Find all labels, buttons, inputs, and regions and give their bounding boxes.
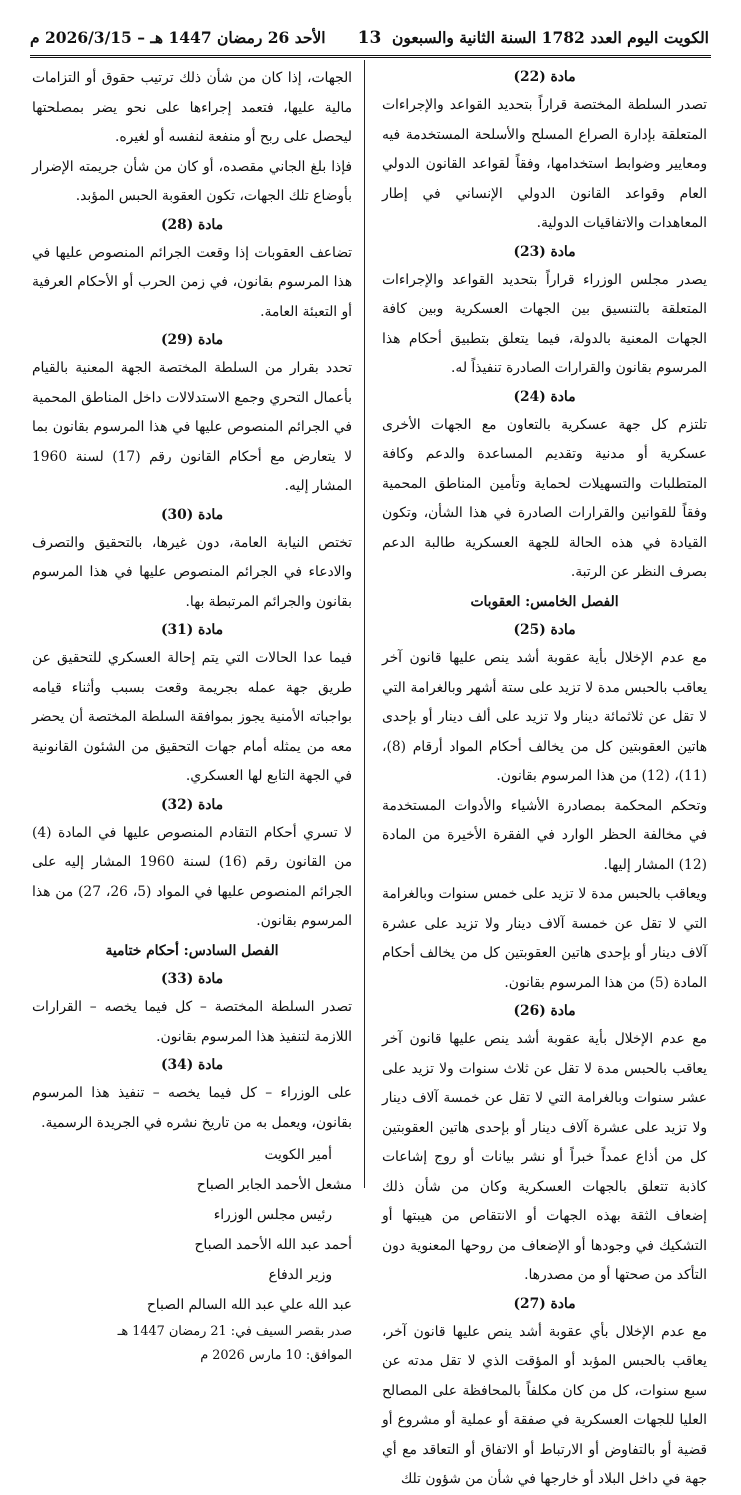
defense-minister-title: وزير الدفاع bbox=[268, 1267, 332, 1283]
signature-block bbox=[32, 1140, 352, 1368]
paragraph: مع عدم الإخلال بأي عقوبة أشد ينص عليها قانون آخر، يعاقب بالحبس المؤبد أو المؤقت الذي لا تقل مدته عن سبع سنوات، كل من كان مكلفاً بالمحافظة على المصالح العليا للجهات العسكرية في صفقة أو عملية أو مشروع أو قضية أو بالتفاوض أو الارتباط أو الاتفاق أو التعاقد مع أي جهة في داخل البلاد أو خارجها في شأن من شؤون تلك bbox=[382, 1323, 707, 1487]
paragraph: تختص النيابة العامة، دون غيرها، بالتحقيق والتصرف والادعاء في الجرائم المنصوص عليها في هذا المرسوم بقانون والجرائم المرتبطة بها. bbox=[32, 534, 352, 610]
pm-name: أحمد عبد الله الأحمد الصباح bbox=[194, 1237, 352, 1253]
article-heading: مادة (33) bbox=[160, 971, 224, 987]
article-heading: مادة (34) bbox=[160, 1057, 224, 1073]
paragraph: تصدر السلطة المختصة – كل فيما يخصه – القرارات اللازمة لتنفيذ هذا المرسوم بقانون. bbox=[32, 999, 352, 1045]
article-heading: مادة (25) bbox=[513, 622, 576, 638]
header-publication: الكويت اليوم العدد 1782 السنة الثانية والسبعون bbox=[392, 28, 709, 47]
header-page-number: 13 bbox=[357, 28, 382, 48]
right-column bbox=[382, 64, 707, 1495]
left-column bbox=[32, 64, 352, 1368]
article-heading: مادة (27) bbox=[513, 1295, 576, 1312]
paragraph: تضاعف العقوبات إذا وقعت الجرائم المنصوص عليها في هذا المرسوم بقانون، في زمن الحرب أو الأحكام العرفية أو التعبئة العامة. bbox=[32, 244, 352, 320]
paragraph: على الوزراء – كل فيما يخصه – تنفيذ هذا المرسوم بقانون، ويعمل به من تاريخ نشره في الجريدة الرسمية. bbox=[32, 1085, 352, 1131]
paragraph: تلتزم كل جهة عسكرية بالتعاون مع الجهات الأخرى عسكرية أو مدنية وتقديم المساعدة والدعم وكافة المتطلبات والتسهيلات لحماية وتأمين المناطق المحمية وفقاً للقوانين والقرارات الصادرة في هذا الشأن، وتكون القيادة في هذه الحالة للجهة العسكرية طالبة الدعم بصرف النظر عن الرتبة. bbox=[382, 416, 707, 580]
paragraph: مع عدم الإخلال بأية عقوبة أشد ينص عليها قانون آخر يعاقب بالحبس مدة لا تقل عن ثلاث سنوات ولا تزيد على عشر سنوات وبالغرامة التي لا تقل عن خمسة آلاف دينار ولا تزيد على عشرة آلاف دينار أو بإحدى هاتين العقوبتين كل من أذاع عمداً خبراً أو نشر بيانات أو روج إشاعات كاذبة تتعلق بالجهات العسكرية وكان من شأن ذلك إضعاف الثقة بهذه الجهات أو الانتقاص من هيبتها أو التشكيك في وجودها أو الإضعاف من روحها المعنوية دون التأكد من صحتها أو من مصدرها. bbox=[382, 1031, 707, 1283]
paragraph: لا تسري أحكام التقادم المنصوص عليها في المادة (4) من القانون رقم (16) لسنة 1960 المشار إليه على الجرائم المنصوص عليها في المواد (5، 26، 27) من هذا المرسوم بقانون. bbox=[32, 824, 352, 929]
emir-name: مشعل الأحمد الجابر الصباح bbox=[196, 1177, 352, 1193]
pm-title: رئيس مجلس الوزراء bbox=[213, 1207, 332, 1223]
header-date: الأحد 26 رمضان 1447 هـ – 2026/3/15 م bbox=[30, 28, 326, 47]
paragraph: يصدر مجلس الوزراء قراراً بتحديد القواعد والإجراءات المتعلقة بالتنسيق بين الجهات العسكرية وبين كافة الجهات المعنية بالدولة، فيما يتعلق بتطبيق أحكام هذا المرسوم بقانون والقرارات الصادرة تنفيذاً له. bbox=[382, 271, 707, 376]
paragraph: ويعاقب بالحبس مدة لا تزيد على خمس سنوات وبالغرامة التي لا تقل عن خمسة آلاف دينار ولا تزيد على عشرة آلاف دينار أو بإحدى هاتين العقوبتين كل من يخالف أحكام المادة (5) من هذا المرسوم بقانون. bbox=[382, 886, 707, 991]
issued-line: صدر بقصر السيف في: 21 رمضان 1447 هـ bbox=[117, 1324, 352, 1339]
article-heading: مادة (22) bbox=[513, 69, 576, 85]
article-heading: مادة (31) bbox=[160, 622, 224, 638]
article-heading: مادة (30) bbox=[160, 506, 224, 523]
article-heading: مادة (28) bbox=[160, 216, 224, 233]
article-heading: مادة (29) bbox=[160, 332, 224, 348]
header-rule bbox=[30, 55, 711, 58]
paragraph: فيما عدا الحالات التي يتم إحالة العسكري للتحقيق عن طريق جهة عمله بجريمة وقعت بسبب وأثناء قيامه بواجباته الأمنية يجوز بموافقة السلطة المختصة أن يحضر معه من يمثله أمام جهات التحقيق من الشئون القانونية في الجهة التابع لها العسكري. bbox=[32, 650, 352, 784]
article-heading: مادة (23) bbox=[513, 243, 576, 260]
page-header bbox=[30, 28, 709, 54]
article-heading: مادة (24) bbox=[513, 388, 576, 405]
corresponding-date: الموافق: 10 مارس 2026 م bbox=[200, 1348, 352, 1363]
left-column-body bbox=[32, 64, 352, 1138]
chapter-heading: الفصل الخامس: العقوبات bbox=[470, 593, 619, 610]
column-divider bbox=[364, 60, 365, 1188]
emir-title: أمير الكويت bbox=[264, 1147, 332, 1163]
paragraph: فإذا بلغ الجاني مقصده، أو كان من شأن جريمته الإضرار بأوضاع تلك الجهات، تكون العقوبة الحبس المؤبد. bbox=[32, 158, 352, 204]
paragraph: مع عدم الإخلال بأية عقوبة أشد ينص عليها قانون آخر يعاقب بالحبس مدة لا تزيد على ستة أشهر وبالغرامة التي لا تقل عن ثلاثمائة دينار ولا تزيد على ألف دينار أو بإحدى هاتين العقوبتين كل من يخالف أحكام المواد أرقام (8)، (11)، (12) من هذا المرسوم بقانون. bbox=[382, 650, 707, 784]
paragraph: تحدد بقرار من السلطة المختصة الجهة المعنية بالقيام بأعمال التحري وجمع الاستدلالات داخل المناطق المحمية في الجرائم المنصوص عليها في هذا المرسوم بقانون بما لا يتعارض مع أحكام القانون رقم (17) لسنة 1960 المشار إليه. bbox=[32, 360, 352, 494]
article-heading: مادة (26) bbox=[513, 1003, 576, 1019]
paragraph: الجهات، إذا كان من شأن ذلك ترتيب حقوق أو التزامات مالية عليها، فتعمد إجراءها على نحو يضر بمصلحتها ليحصل على ربح أو منفعة لنفسه أو لغيره. bbox=[32, 70, 352, 145]
paragraph: وتحكم المحكمة بمصادرة الأشياء والأدوات المستخدمة في مخالفة الحظر الوارد في الفقرة الأخيرة من المادة (12) المشار إليها. bbox=[382, 797, 707, 873]
chapter-heading: الفصل السادس: أحكام ختامية bbox=[105, 942, 279, 959]
defense-minister-name: عبد الله علي عبد الله السالم الصباح bbox=[146, 1297, 352, 1313]
article-heading: مادة (32) bbox=[160, 796, 224, 813]
paragraph: تصدر السلطة المختصة قراراً بتحديد القواعد والإجراءات المتعلقة بإدارة الصراع المسلح والأسلحة المستخدمة فيه ومعايير وضوابط استخدامها، وفقاً لقواعد القانون الدولي العام وقواعد القانون الدولي الإنساني في إطار المعاهدات والاتفاقيات الدولية. bbox=[382, 97, 707, 231]
